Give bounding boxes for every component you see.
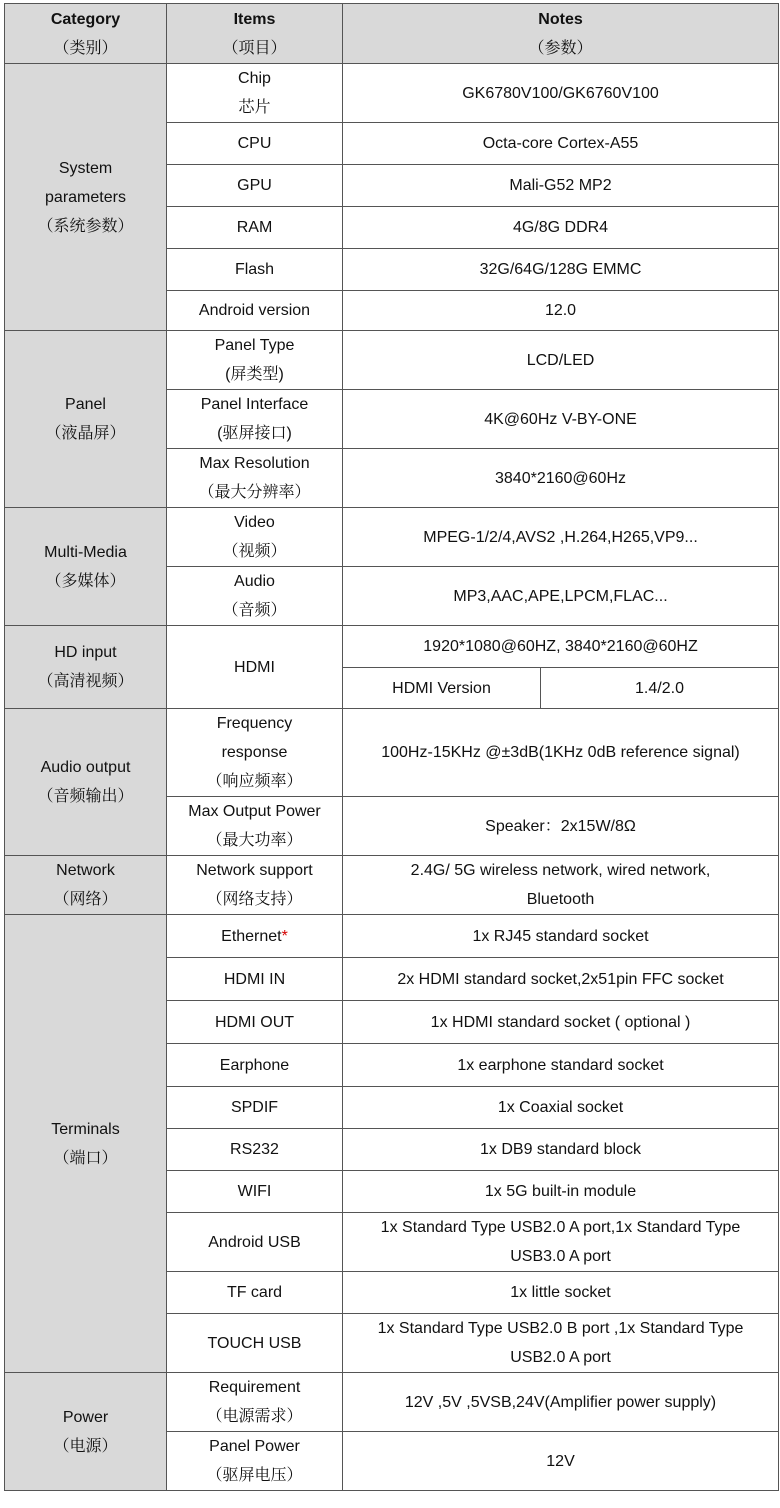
table-row — [5, 64, 779, 123]
item-ethernet: Ethernet* — [167, 915, 343, 958]
category-network: Network （网络） — [5, 856, 167, 915]
note-max-output-power: Speaker：2x15W/8Ω — [343, 797, 779, 856]
note-touch-usb: 1x Standard Type USB2.0 B port ,1x Standard Type USB2.0 A port — [343, 1314, 779, 1373]
table-row — [5, 331, 779, 390]
spec-table — [4, 3, 779, 1491]
note-flash: 32G/64G/128G EMMC — [343, 249, 779, 291]
item-gpu: GPU — [167, 165, 343, 207]
item-panel-type: Panel Type (屏类型) — [167, 331, 343, 390]
note-rs232: 1x DB9 standard block — [343, 1129, 779, 1171]
item-android-usb: Android USB — [167, 1213, 343, 1272]
item-requirement: Requirement （电源需求） — [167, 1373, 343, 1432]
category-hd-input: HD input （高清视频） — [5, 626, 167, 709]
note-panel-power: 12V — [343, 1432, 779, 1491]
header-notes: Notes （参数） — [343, 4, 779, 64]
note-network-support: 2.4G/ 5G wireless network, wired network, Bluetooth — [343, 856, 779, 915]
header-items: Items （项目） — [167, 4, 343, 64]
item-android-version: Android version — [167, 291, 343, 331]
note-requirement: 12V ,5V ,5VSB,24V(Amplifier power supply) — [343, 1373, 779, 1432]
category-audio-output: Audio output （音频输出） — [5, 709, 167, 856]
item-spdif: SPDIF — [167, 1087, 343, 1129]
item-network-support: Network support （网络支持） — [167, 856, 343, 915]
item-audio: Audio （音频） — [167, 567, 343, 626]
item-ram: RAM — [167, 207, 343, 249]
note-ethernet: 1x RJ45 standard socket — [343, 915, 779, 958]
note-video: MPEG-1/2/4,AVS2 ,H.264,H265,VP9... — [343, 508, 779, 567]
table-row — [5, 856, 779, 915]
note-ram: 4G/8G DDR4 — [343, 207, 779, 249]
item-panel-power: Panel Power （驱屏电压） — [167, 1432, 343, 1491]
category-panel: Panel （液晶屏） — [5, 331, 167, 508]
item-earphone: Earphone — [167, 1044, 343, 1087]
table-row — [5, 915, 779, 958]
item-max-output-power: Max Output Power （最大功率） — [167, 797, 343, 856]
header-category: Category （类别） — [5, 4, 167, 64]
note-wifi: 1x 5G built-in module — [343, 1171, 779, 1213]
category-power: Power （电源） — [5, 1373, 167, 1491]
hdmi-version-value: 1.4/2.0 — [541, 668, 779, 709]
item-panel-interface: Panel Interface (驱屏接口) — [167, 390, 343, 449]
table-row — [5, 1373, 779, 1432]
note-tf-card: 1x little socket — [343, 1272, 779, 1314]
table-row — [5, 709, 779, 797]
table-row — [5, 626, 779, 668]
note-android-version: 12.0 — [343, 291, 779, 331]
item-frequency-response: Frequency response （响应频率） — [167, 709, 343, 797]
item-hdmi-in: HDMI IN — [167, 958, 343, 1001]
item-chip: Chip 芯片 — [167, 64, 343, 123]
note-gpu: Mali-G52 MP2 — [343, 165, 779, 207]
note-chip: GK6780V100/GK6760V100 — [343, 64, 779, 123]
table-row — [5, 508, 779, 567]
note-max-resolution: 3840*2160@60Hz — [343, 449, 779, 508]
note-audio: MP3,AAC,APE,LPCM,FLAC... — [343, 567, 779, 626]
note-spdif: 1x Coaxial socket — [343, 1087, 779, 1129]
note-earphone: 1x earphone standard socket — [343, 1044, 779, 1087]
note-panel-interface: 4K@60Hz V-BY-ONE — [343, 390, 779, 449]
item-video: Video （视频） — [167, 508, 343, 567]
note-panel-type: LCD/LED — [343, 331, 779, 390]
item-rs232: RS232 — [167, 1129, 343, 1171]
note-frequency-response: 100Hz-15KHz @±3dB(1KHz 0dB reference signal) — [343, 709, 779, 797]
note-android-usb: 1x Standard Type USB2.0 A port,1x Standard Type USB3.0 A port — [343, 1213, 779, 1272]
item-hdmi-out: HDMI OUT — [167, 1001, 343, 1044]
note-hdmi-resolution: 1920*1080@60HZ, 3840*2160@60HZ — [343, 626, 779, 668]
item-hdmi: HDMI — [167, 626, 343, 709]
note-hdmi-out: 1x HDMI standard socket ( optional ) — [343, 1001, 779, 1044]
hdmi-version-label: HDMI Version — [343, 668, 541, 709]
required-mark: * — [281, 927, 288, 945]
category-system: System parameters （系统参数） — [5, 64, 167, 331]
note-hdmi-in: 2x HDMI standard socket,2x51pin FFC socket — [343, 958, 779, 1001]
category-terminals: Terminals （端口） — [5, 915, 167, 1373]
item-tf-card: TF card — [167, 1272, 343, 1314]
item-flash: Flash — [167, 249, 343, 291]
note-cpu: Octa-core Cortex-A55 — [343, 123, 779, 165]
item-wifi: WIFI — [167, 1171, 343, 1213]
item-touch-usb: TOUCH USB — [167, 1314, 343, 1373]
item-max-resolution: Max Resolution （最大分辨率） — [167, 449, 343, 508]
header-row — [5, 4, 779, 64]
item-cpu: CPU — [167, 123, 343, 165]
category-multimedia: Multi-Media （多媒体） — [5, 508, 167, 626]
